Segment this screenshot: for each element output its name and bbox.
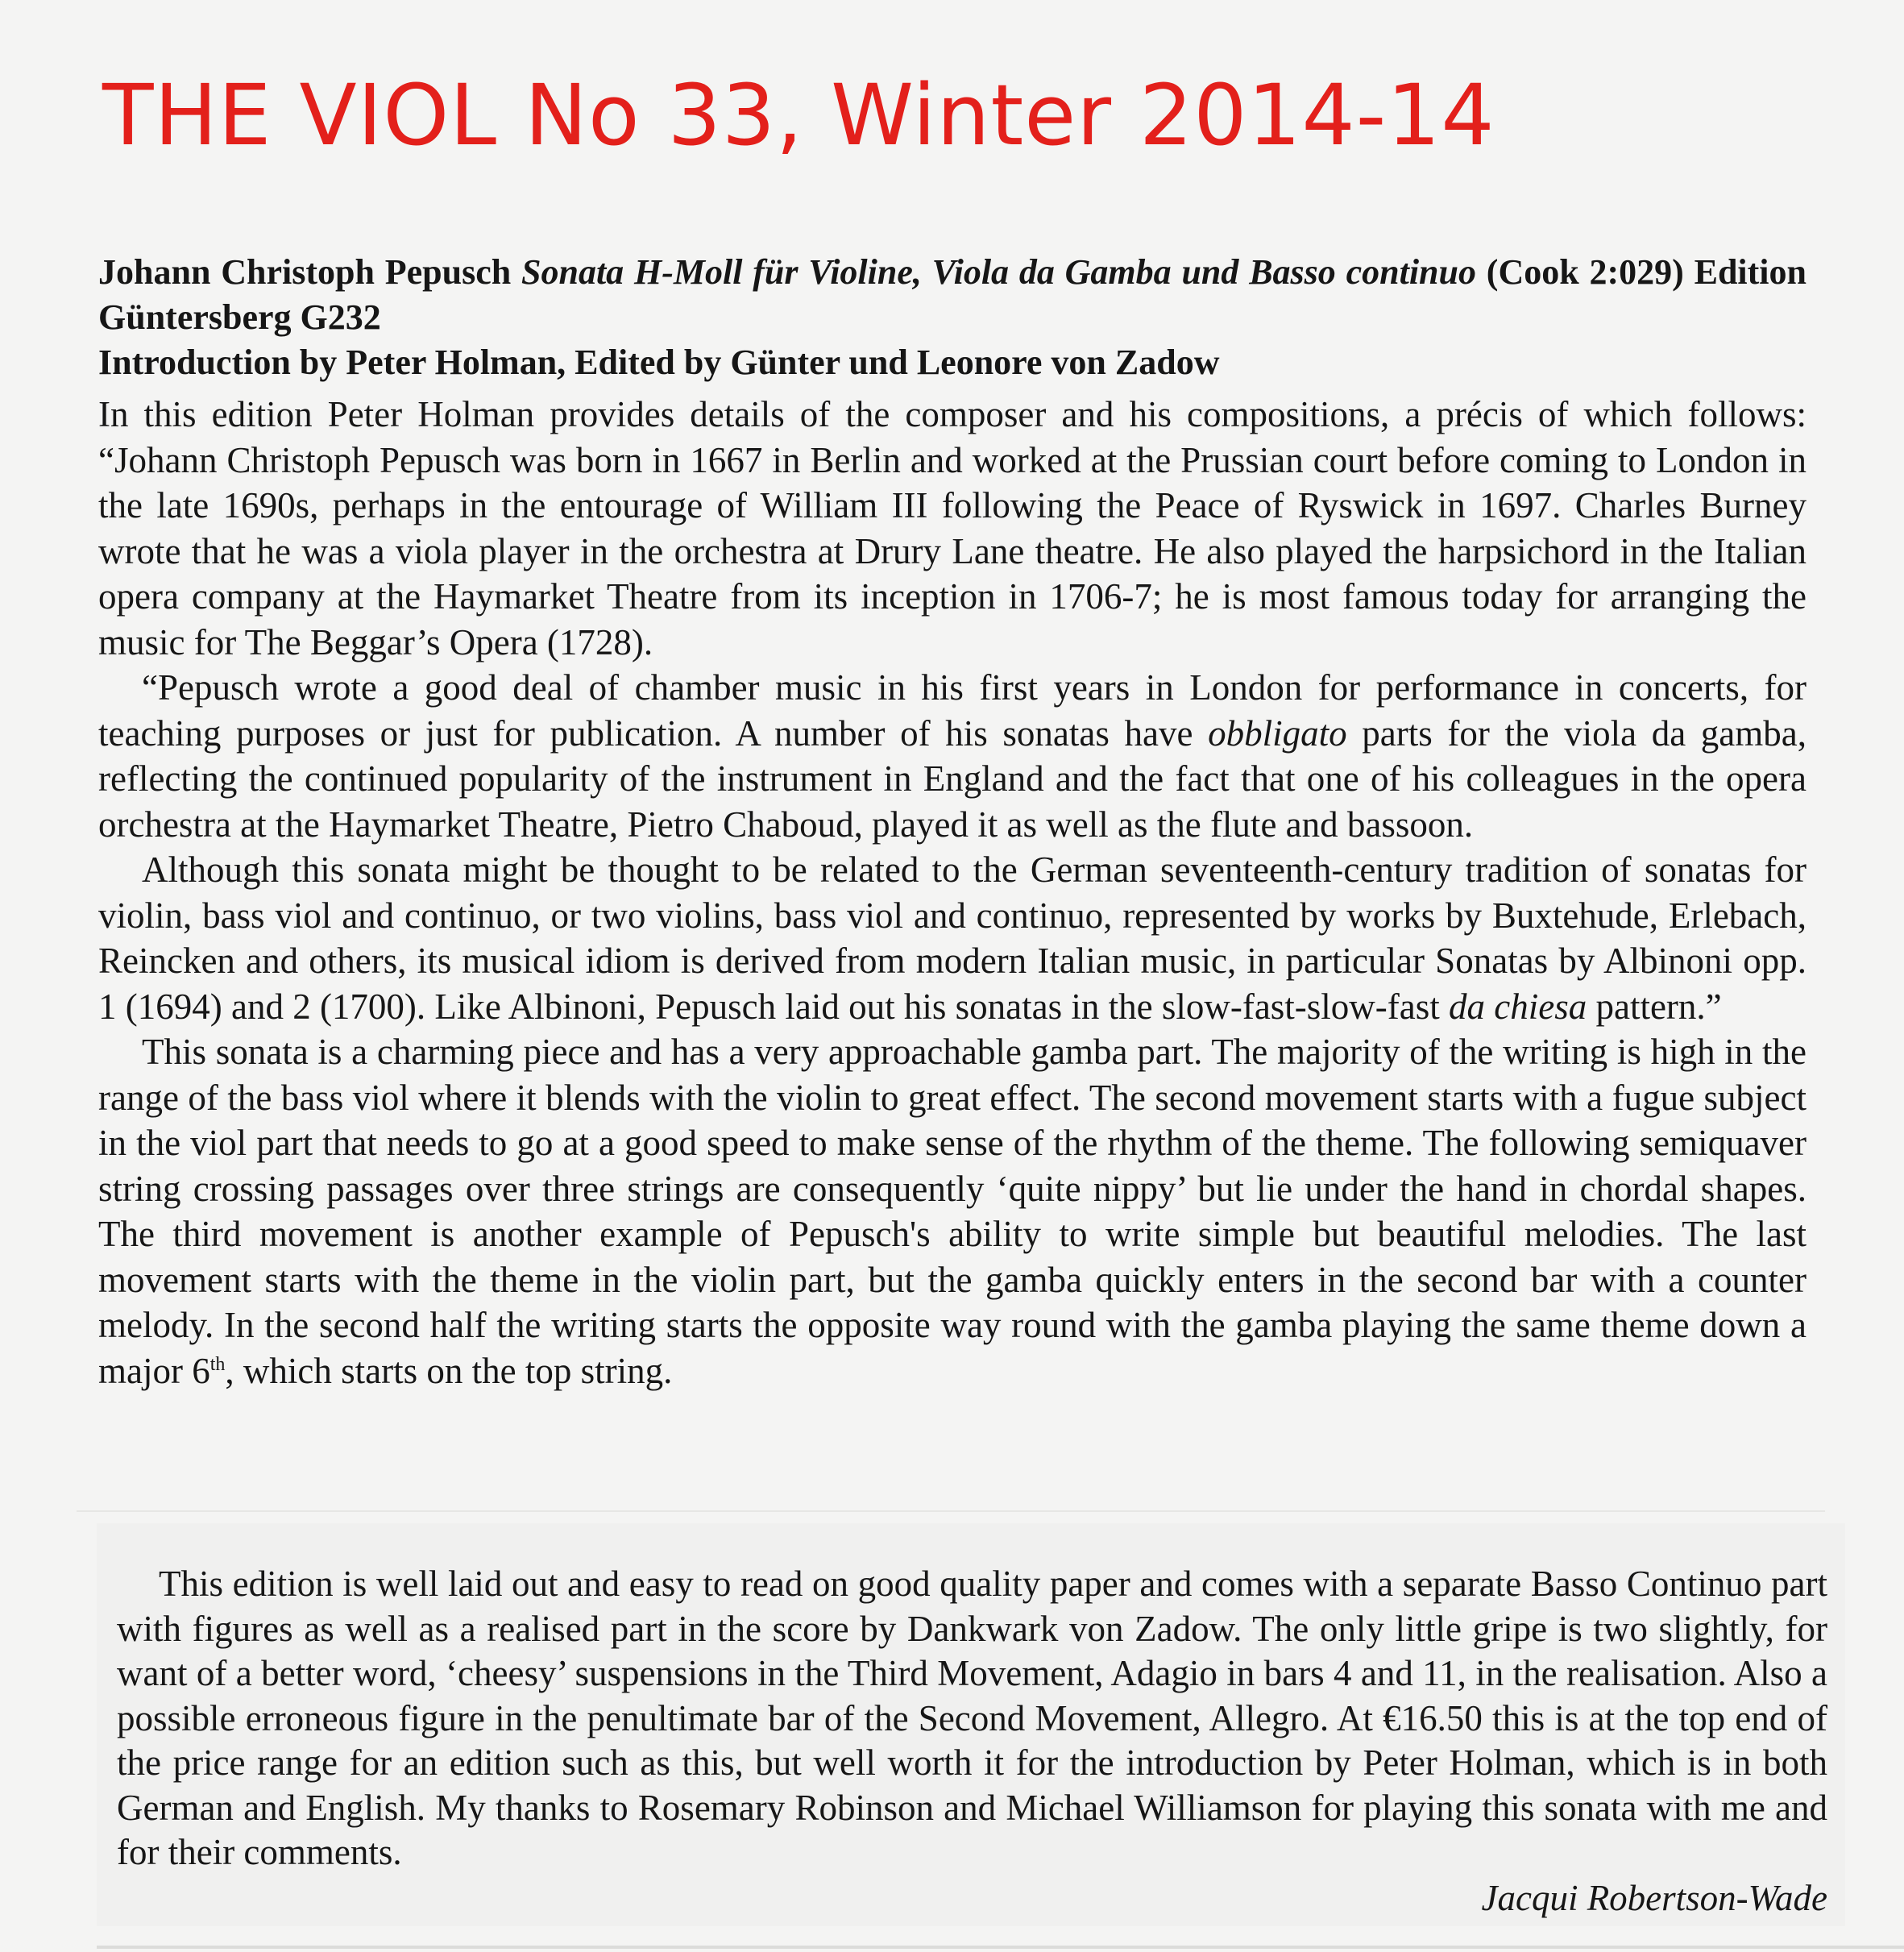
- work-title: Sonata H-Moll für Violine, Viola da Gamba und Basso continuo: [521, 252, 1476, 292]
- composer-name: Johann Christoph Pepusch: [98, 252, 522, 292]
- review-heading: [98, 250, 1807, 385]
- paragraph-3: Although this sonata might be thought to be related to the German seventeenth-century tradition of sonatas for violin, bass viol and continuo, or two violins, bass viol and continuo, represented by works by Buxtehude, Erlebach, Reincken and others, its musical idiom is derived from modern Italian music, in particular Sonatas by Albinoni opp. 1 (1694) and 2 (1700). Like Albinoni, Pepusch laid out his sonatas in the slow-fast-slow-fast da chiesa pattern.”: [98, 849, 1807, 1027]
- paragraph-2: “Pepusch wrote a good deal of chamber music in his first years in London for performance in concerts, for teaching purposes or just for publication. A number of his sonatas have obbligato parts for the viola da gamba, reflecting the continued popularity of the instrument in England and the fact that one of his colleagues in the opera orchestra at the Haymarket Theatre, Pietro Chaboud, played it as well as the flute and bassoon.: [98, 667, 1807, 845]
- paragraph-4: This sonata is a charming piece and has a very approachable gamba part. The majority of the writing is high in the range of the bass viol where it blends with the violin to great effect. The second movement starts with a fugue subject in the viol part that needs to go at a good speed to make sense of the rhythm of the theme. The following semiquaver string crossing passages over three strings are consequently ‘quite nippy’ but lie under the hand in chordal shapes. The third movement is another example of Pepusch's ability to write simple but beautiful melodies. The last movement starts with the theme in the violin part, but the gamba quickly enters in the second bar with a counter melody. In the second half the writing starts the opposite way round with the gamba playing the same theme down a major 6th, which starts on the top string.: [98, 1032, 1807, 1391]
- bottom-rule: [97, 1946, 1904, 1949]
- paragraph-5: This edition is well laid out and easy to read on good quality paper and comes with a separate Basso Continuo part with figures as well as a realised part in the score by Dankwark von Zadow. The only little gripe is two slightly, for want of a better word, ‘cheesy’ suspensions in the Third Movement, Adagio in bars 4 and 11, in the realisation. Also a possible erroneous figure in the penultimate bar of the Second Movement, Allegro. At €16.50 this is at the top end of the price range for an edition such as this, but well worth it for the introduction by Peter Holman, which is in both German and English. My thanks to Rosemary Robinson and Michael Williamson for playing this sonata with me and for their comments.: [117, 1564, 1827, 1872]
- paragraph-1: In this edition Peter Holman provides details of the composer and his compositions, a précis of which follows: “Johann Christoph Pepusch was born in 1667 in Berlin and worked at the Prussian court before coming to London in the late 1690s, perhaps in the entourage of William III following the Peace of Ryswick in 1697. Charles Burney wrote that he was a viola player in the orchestra at Drury Lane theatre. He also played the harpsichord in the Italian opera company at the Haymarket Theatre from its inception in 1706-7; he is most famous today for arranging the music for The Beggar’s Opera (1728).: [98, 394, 1807, 662]
- author-signature: Jacqui Robertson-Wade: [1481, 1877, 1827, 1918]
- catalogue-info: (Cook 2:029) Edition Güntersberg G232: [98, 252, 1807, 337]
- page-title: THE VIOL No 33, Winter 2014-14: [102, 66, 1495, 164]
- review-conclusion: [117, 1562, 1827, 1921]
- edition-credits: Introduction by Peter Holman, Edited by Günter und Leonore von Zadow: [98, 343, 1220, 382]
- section-divider: [77, 1510, 1825, 1512]
- review-article: [98, 250, 1807, 1393]
